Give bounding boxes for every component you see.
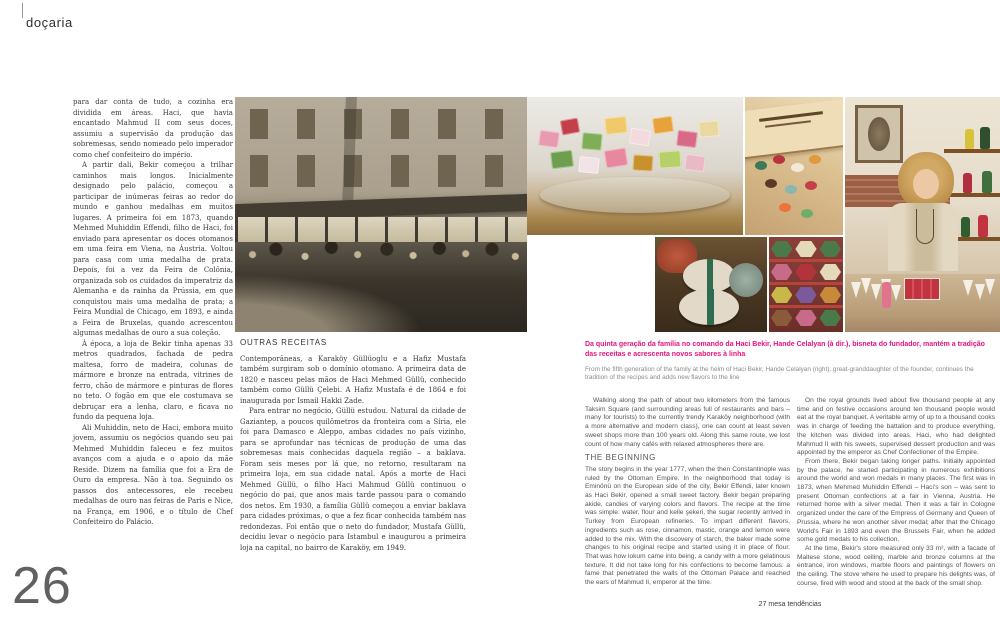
- subsection-heading: OUTRAS RECEITAS: [240, 338, 327, 347]
- photo-hacibekir-wooden-box: [745, 97, 843, 235]
- sweet-cone: [891, 285, 901, 301]
- sweet-cone: [975, 284, 985, 300]
- glass-platter: [540, 177, 730, 213]
- candy: [791, 163, 804, 172]
- shelf-row: [771, 287, 841, 303]
- candy: [773, 155, 785, 164]
- glass-tin: [729, 263, 763, 297]
- candy-box: [771, 287, 792, 303]
- portrait-frame: [855, 105, 903, 163]
- building-windows: [235, 155, 527, 187]
- candy: [755, 161, 767, 170]
- lokum-cube: [632, 154, 653, 171]
- sweet-cone: [963, 280, 973, 296]
- photo-round-gift-boxes: [655, 237, 767, 332]
- lokum-cube: [604, 116, 628, 135]
- paragraph: Walking along the path of about two kilometers from the famous Taksim Square (and surrounding areas full of restaurants and bars – many for tourists) to the currently trendy Karaköy neighborhood (with a more alternative and modern class), one can count at least seven sweet shops more than 100 years old. Along this same route, we lost count of how many cafés with relaxed atmospheres there are.: [585, 397, 790, 448]
- paragraph: Para entrar no negócio, Güllü estudou. Natural da cidade de Gaziantep, a poucos quilômetros da fronteira com a Síria, ele foi para Damasco e Aleppo, ambas cidades no país vizinho, para se aprofundar nas técnicas de produção de uma das sobremesas mais conhecidas daquela região – a baklava. Foram seis meses por lá que, no retorno, resultaram na primeira loja, em sua cidade natal. Após a morte de Haci Mehmed Güllü, o filho Haci Mahmud Güllü continuou o negócio do pai, que anos mais tarde passou para o comando dos netos. Em 1930, a família Güllü começou a enviar baklava para cidades próximas, o que a fez ficar conhecida também nas redondezas. Foi então que o neto do fundador, Mustafa Güllü, decidiu levar o negócio para Istambul e inaugurou a primeira loja na capital, no bairro de Karaköy, em 1949.: [240, 407, 466, 552]
- candy-box: [820, 310, 841, 326]
- shelf-row: [771, 310, 841, 326]
- paragraph: At the time, Bekir's store measured only 33 m², with a facade of Maltese stone, wood ceiling, marble and bronze columns at the entrance, iron windows, marble floors and paintings of flowers on the ceiling. The stove where he used to prepare his delights was, of course, fired with wood and stood at the back of the small shop.: [797, 544, 995, 587]
- box-lid: [745, 98, 843, 159]
- glass-bottle: [978, 215, 988, 237]
- glass-bottle: [965, 129, 974, 149]
- candy-box: [820, 287, 841, 303]
- candy-box: [795, 310, 816, 326]
- paragraph: para dar conta de tudo, a cozinha era dividida em áreas. Haci, que havia encantado Mahmud II com seus doces, assumiu a supervisão da produção das sobremesas, sendo nomeado pelo imperador como chef confeiteiro do império.: [73, 98, 233, 159]
- candy: [785, 185, 797, 194]
- shelf-bar: [769, 259, 843, 262]
- right-column-1: [585, 397, 790, 588]
- sweet-cone: [985, 279, 995, 295]
- left-column-text: [73, 97, 233, 528]
- round-box: [679, 289, 739, 325]
- necklace: [916, 209, 934, 244]
- shelf-bar: [769, 305, 843, 308]
- lokum-cube: [658, 150, 681, 168]
- paragraph: The story begins in the year 1777, when the then Constantinople was ruled by the Ottoman Empire. In the neighborhood that today is Eminönü on the European side of the city, Bekir Effendi, later known as Haci Bekir, opened a small sweet factory. Bekir began preparing akide, candies of varying colors and flavors. The recipe at the time was simple: water, flour and kelle şekeri, the sugar recently arrived in Turkey from European refineries. To impart different flavors, ingredients such as rose, cinnamon, mastic, orange and lemon were added to the mix. With the discovery of starch, the baker made some changes to his original recipe and started using it in place of flour. That was how lokum came into being, a candy with a more gelatinous texture. It did not take long for his confections to become famous: a fame that penetrated the walls of the Ottoman Palace and reached the ears of Mahmud II, emperor at the time.: [585, 465, 790, 587]
- candy: [765, 179, 777, 188]
- header-rule: [22, 3, 23, 18]
- photo-caption-en: From the fifth generation of the family at the helm of Haci Bekir, Hande Celalyan (right), great-granddaughter of the founder, continues the tradition of the recipes and adds new flavors to the line: [585, 366, 974, 382]
- candy: [805, 181, 817, 190]
- glass-bottle: [982, 171, 992, 193]
- lokum-cube: [560, 118, 580, 136]
- shop-counter: [845, 274, 1000, 332]
- lokum-cube: [629, 128, 651, 147]
- woman-face: [913, 169, 939, 199]
- paragraph: From there, Bekir began taking longer paths. Initially appointed by the palace, he started participating in numerous exhibitions around the world and won medals in many places. The first was in 1873, when Mehmed Muhiddin Effendi – Haci's son – was sent to present Ottoman confections at a fair in Vienna, Austria. He returned home with a silver medal. Then it was a fair in Cologne organized under the care of the Empress of Germany and Queen of Prussia, where he won another silver medal; after that the Chicago World's Fair in 1893 and even the Brussels Fair, when he added some gold medals to his collection.: [797, 457, 995, 544]
- sweet-cone: [851, 282, 861, 298]
- shelf-row: [771, 241, 841, 257]
- right-column-2: [797, 397, 995, 588]
- candy: [801, 209, 813, 218]
- candy-box: [820, 264, 841, 280]
- shelf-row: [771, 264, 841, 280]
- photo-baklava-rolls: [527, 237, 653, 332]
- candy-box: [771, 264, 792, 280]
- paragraph: Ali Muhiddin, neto de Haci, embora muito jovem, assumiu os negócios quando seu pai Mehmed Muhiddin faleceu e fez muitos avanços com a ajuda e o apoio da mãe Reside. Dizem na família que foi a Era de Ouro da empresa. Não à toa. Seguindo os passos dos antecessores, ele recebeu medalhas de ouro nas feiras de Paris e Nice, na França, em 1906, e o título de Chef Confeiteiro do Palácio.: [73, 423, 233, 526]
- lokum-cube: [652, 116, 674, 135]
- subsection-heading: THE BEGINNING: [585, 453, 656, 463]
- lokum-cube: [684, 154, 706, 173]
- round-box: [683, 259, 735, 293]
- paragraph: On the royal grounds lived about five thousand people at any time and on festive occasions around ten thousand people would eat at the royal banquet. A veritable army of up to a thousand cooks was in charge of feeding the battalion and to produce everything, the kitchen was divided into areas. Haci, who had delighted Mahmud II with his sweets, supervised dessert production and was appointed by the emperor as Chef Confectioner of the Empire.: [797, 397, 995, 457]
- photo-turkish-delight-platter: [527, 97, 743, 235]
- sweet-cone: [871, 284, 881, 300]
- candy-box: [795, 287, 816, 303]
- lokum-cube: [604, 147, 629, 168]
- paragraph: A partir dali, Bekir começou a trilhar caminhos mais longos. Inicialmente designado pelo palácio, começou a participar de inúmeras feiras ao redor do mundo e ganhou medalhas em muitos lugares. A primeira foi em 1873, quando Mehmed Muhiddin Effendi, filho de Haci, foi enviado para apresentar os doces otomanos em uma feira em Viena, na Áustria. Voltou para casa com uma medalha de prata. Depois, foi a vez da Feira de Colônia, organizada sob os cuidados da imperatriz da Alemanha e da rainha da Prússia, em que conquistou mais uma medalha de prata; a Feira Mundial de Chicago, em 1893, e ainda a Feira de Bruxelas, quando acrescentou algumas medalhas de ouro a sua coleção.: [73, 161, 233, 337]
- photo-caption-pt: Da quinta geração da família no comando da Haci Bekir, Hande Celalyan (à dir.), bisneta do fundador, mantém a tradição das receitas e acrescenta novos sabores à linha: [585, 341, 985, 358]
- paragraph: À época, a loja de Bekir tinha apenas 33 metros quadrados, fachada de pedra maltesa, forro de madeira, colunas de mármore e bronze na entrada, vitrines de ferro, chão de mármore e pinturas de flores no teto. O fogão em que ele costumava se debruçar era a lenha, claro, e ficava no fundo da pequena loja.: [73, 339, 233, 421]
- glass-bottle: [961, 217, 970, 237]
- shelf-bar: [769, 282, 843, 285]
- candy-box: [820, 241, 841, 257]
- paragraph: Contemporâneas, a Karaköy Güllüoglu e a Hafiz Mustafa também surgiram sob o domínio otomano. A primeira data de 1820 e nasceu pelas mãos de Haci Mehmed Güllü, conhecido também como Güllü Çelebi. A Hafiz Mustafa é de 1864 e foi inaugurada por Ismail Hakki Zade.: [240, 354, 466, 405]
- glass-bottle: [963, 173, 972, 193]
- wall-shelf: [944, 193, 1000, 197]
- sweet-cone: [861, 278, 871, 294]
- red-lokum-box: [904, 278, 940, 300]
- lokum-cube: [698, 120, 719, 138]
- page-footer: 27 mesa tendências: [758, 601, 822, 608]
- candy-box: [795, 241, 816, 257]
- candy: [809, 155, 821, 164]
- lokum-cube: [578, 156, 600, 174]
- candy: [779, 203, 791, 212]
- candy-box: [771, 310, 792, 326]
- glass-bottle: [980, 127, 990, 149]
- lokum-cube: [581, 132, 602, 151]
- pink-syrup-bottle: [882, 282, 891, 308]
- wall-shelf: [944, 149, 1000, 153]
- lokum-cube: [676, 130, 698, 148]
- portrait: [868, 117, 890, 151]
- building-windows: [235, 109, 527, 139]
- page-number: 26: [12, 557, 72, 615]
- candy-box: [771, 241, 792, 257]
- lokum-cube: [550, 150, 574, 170]
- section-title: doçaria: [26, 15, 73, 30]
- photo-candy-box-shelves: [769, 237, 843, 332]
- photo-hande-celalyan-shop: [845, 97, 1000, 332]
- candy-box: [795, 264, 816, 280]
- middle-column-text: [240, 338, 466, 553]
- photo-storefront-crowd-bw: [235, 97, 527, 332]
- crowd-silhouettes: [235, 242, 527, 332]
- lokum-cube: [538, 130, 560, 149]
